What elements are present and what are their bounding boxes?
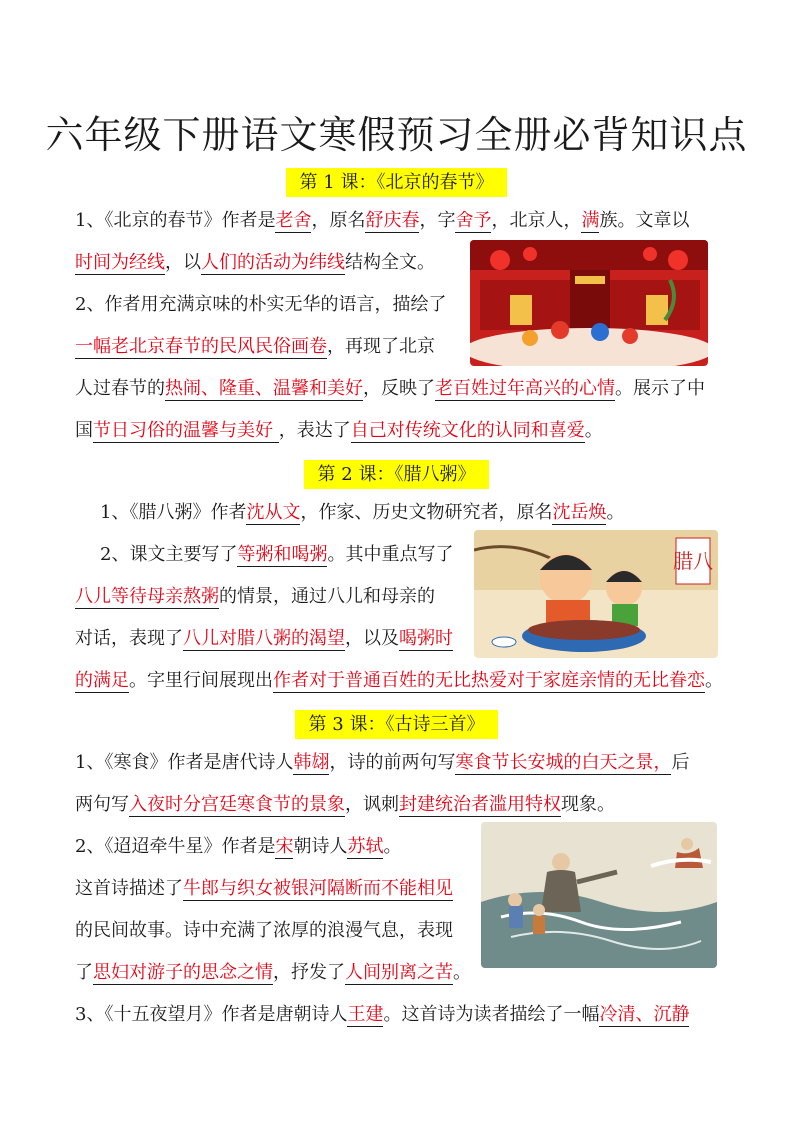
key-point: 沈从文 xyxy=(246,502,301,523)
spring-festival-illustration xyxy=(470,240,708,366)
l1-para2-line2 xyxy=(75,334,435,360)
l3-para2-line2 xyxy=(75,876,453,902)
key-point: 老百姓过年高兴的心情 xyxy=(435,378,615,399)
key-point: 舒庆春 xyxy=(365,210,420,231)
text-segment: 2、课文主要写了 xyxy=(100,544,238,565)
lesson-1-heading: 第 1 课：《北京的春节》 xyxy=(0,168,793,194)
text-segment: ，以 xyxy=(165,252,201,273)
l1-para1-line1 xyxy=(75,208,689,234)
text-segment: 1、《寒食》作者是唐代诗人 xyxy=(75,752,294,773)
text-segment: ，作家、历史文物研究者，原名 xyxy=(300,502,553,523)
key-point: 王建 xyxy=(347,1004,384,1025)
l3-para2-line4 xyxy=(75,960,471,986)
key-point: 八儿等待母亲熬粥 xyxy=(75,586,219,607)
laba-porridge-illustration xyxy=(474,530,718,658)
text-segment: 这首诗描述了 xyxy=(75,878,183,899)
text-segment: 。展示了中 xyxy=(615,378,705,399)
key-point: 寒食节长安城的白天之景， xyxy=(455,752,672,773)
laba-seal-text: 腊八 xyxy=(673,549,713,573)
text-segment: ，诗的前两句写 xyxy=(329,752,456,773)
text-segment: 。 xyxy=(453,962,471,983)
key-point: 等粥和喝粥 xyxy=(237,544,328,565)
l2-para2-line4 xyxy=(75,668,723,694)
text-segment: 。 xyxy=(606,502,625,523)
page-title: 六年级下册语文寒假预习全册必背知识点 xyxy=(45,113,748,157)
l2-para2-line3 xyxy=(75,626,453,652)
key-point: 八儿对腊八粥的渴望 xyxy=(183,628,345,649)
key-point: 舍予 xyxy=(455,210,492,231)
key-point: 老舍 xyxy=(275,210,312,231)
key-point: 热闹、隆重、温馨和美好 xyxy=(165,378,363,399)
text-segment: 3、《十五夜望月》作者是唐朝诗人 xyxy=(75,1004,348,1025)
text-segment: ，以及 xyxy=(345,628,399,649)
text-segment: ，北京人， xyxy=(491,210,582,231)
l3-para1-line2 xyxy=(75,792,615,818)
key-point: 宋 xyxy=(275,836,294,857)
text-segment: ，讽刺 xyxy=(345,794,399,815)
key-point: 的满足 xyxy=(75,670,129,691)
l3-para2-line1 xyxy=(75,834,401,860)
key-point: 人们的活动为纬线 xyxy=(201,252,345,273)
text-segment: 2、作者用充满京味的朴实无华的语言，描绘了 xyxy=(75,294,447,315)
key-point: 作者对于普通百姓的无比热爱对于家庭亲情的无比眷恋 xyxy=(273,670,705,691)
key-point: 一幅老北京春节的民风民俗画卷 xyxy=(75,336,327,357)
l2-para1 xyxy=(100,500,624,526)
text-segment: 现象。 xyxy=(561,794,615,815)
key-point: 韩翃 xyxy=(293,752,330,773)
text-segment: ，再现了北京 xyxy=(327,336,435,357)
text-segment: 。 xyxy=(705,670,723,691)
l3-para3 xyxy=(75,1002,689,1028)
key-point: 封建统治者滥用特权 xyxy=(399,794,561,815)
key-point: 喝粥时 xyxy=(399,628,453,649)
l1-para2-line3 xyxy=(75,376,705,402)
text-segment: 两句写 xyxy=(75,794,129,815)
text-segment: 1、《北京的春节》作者是 xyxy=(75,210,276,231)
text-segment: ，反映了 xyxy=(363,378,435,399)
text-segment: 。这首诗为读者描绘了一幅 xyxy=(383,1004,600,1025)
key-point: 人间别离之苦 xyxy=(345,962,453,983)
text-segment: ，原名 xyxy=(311,210,366,231)
key-point: 满 xyxy=(581,210,600,231)
text-segment: 。 xyxy=(383,836,402,857)
text-segment: 后 xyxy=(671,752,690,773)
text-segment: ，字 xyxy=(419,210,456,231)
text-segment: ，表达了 xyxy=(278,420,351,441)
key-point: 思妇对游子的思念之情 xyxy=(93,962,273,983)
l3-para2-line3 xyxy=(75,918,453,944)
text-segment: 国 xyxy=(75,420,93,441)
l1-para1-line2 xyxy=(75,250,435,276)
text-segment: 的民间故事。诗中充满了浓厚的浪漫气息，表现 xyxy=(75,920,453,941)
text-segment: 了 xyxy=(75,962,93,983)
text-segment: 。字里行间展现出 xyxy=(129,670,273,691)
text-segment: ，抒发了 xyxy=(273,962,345,983)
text-segment: 的情景，通过八儿和母亲的 xyxy=(219,586,435,607)
text-segment: 结构全文。 xyxy=(345,252,435,273)
text-segment: 1、《腊八粥》作者 xyxy=(100,502,247,523)
key-point: 冷清、沉静 xyxy=(599,1004,690,1025)
text-segment: 对话，表现了 xyxy=(75,628,183,649)
l2-para2-line1 xyxy=(100,542,453,568)
text-segment: 人过春节的 xyxy=(75,378,165,399)
text-segment: 2、《迢迢牵牛星》作者是 xyxy=(75,836,276,857)
milky-way-illustration xyxy=(481,822,717,968)
text-segment: 朝诗人 xyxy=(293,836,348,857)
text-segment: 。其中重点写了 xyxy=(327,544,454,565)
key-point: 节日习俗的温馨与美好 xyxy=(93,420,279,441)
text-segment: 。 xyxy=(584,420,603,441)
key-point: 牛郎与织女被银河隔断而不能相见 xyxy=(183,878,453,899)
key-point: 入夜时分宫廷寒食节的景象 xyxy=(129,794,345,815)
key-point: 沈岳焕 xyxy=(552,502,607,523)
l1-para2-line1 xyxy=(75,292,446,318)
key-point: 自己对传统文化的认同和喜爱 xyxy=(350,420,585,441)
key-point: 时间为经线 xyxy=(75,252,165,273)
l3-para1-line1 xyxy=(75,750,689,776)
text-segment: 族。文章以 xyxy=(599,210,690,231)
l2-para2-line2 xyxy=(75,584,435,610)
key-point: 苏轼 xyxy=(347,836,384,857)
lesson-3-heading: 第 3 课：《古诗三首》 xyxy=(0,710,793,736)
lesson-2-heading: 第 2 课：《腊八粥》 xyxy=(0,460,793,486)
l1-para2-line4 xyxy=(75,418,603,444)
